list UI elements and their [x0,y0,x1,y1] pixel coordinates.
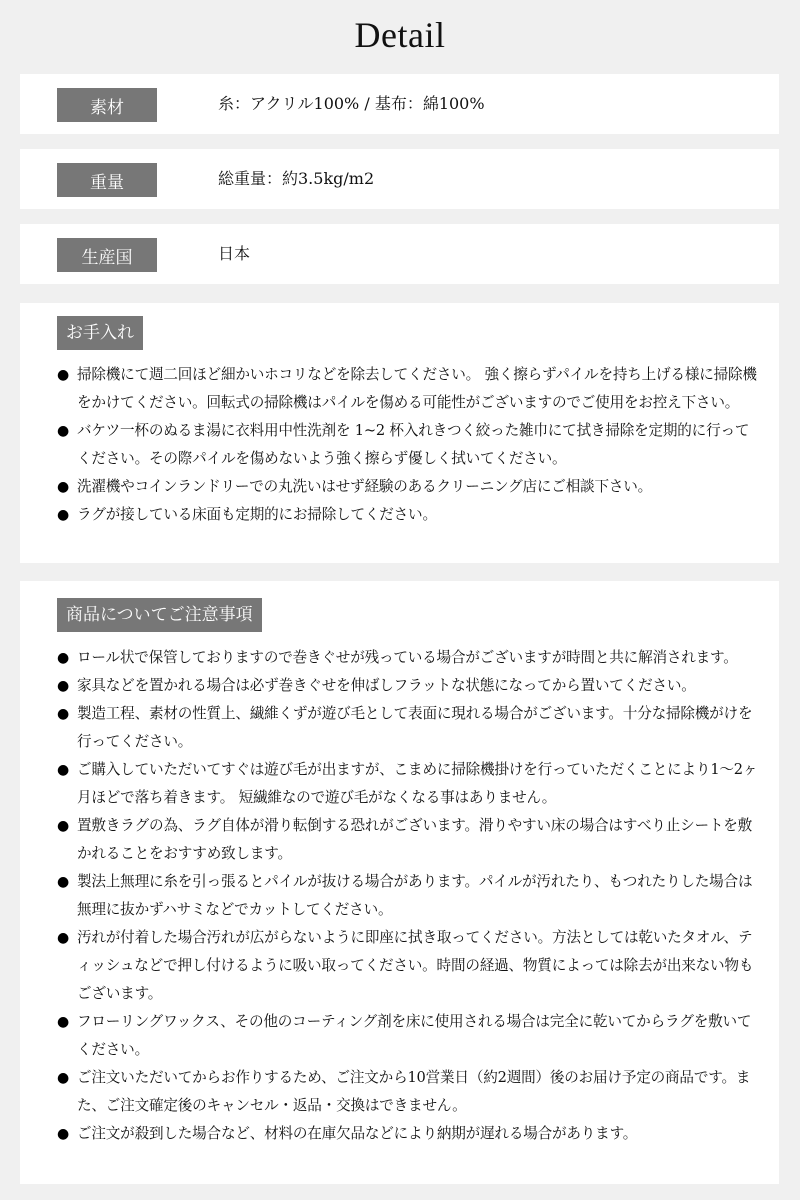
care-item: ● 洗濯機やコインランドリーでの丸洗いはせず経験のあるクリーニング店にご相談下さい。 [57,473,763,501]
spec-label-material: 素材 [57,88,157,122]
spec-row-origin [20,224,779,284]
note-item: ● 家具などを置かれる場合は必ず巻きぐせを伸ばしフラットな状態になってから置いてください。 [57,672,763,700]
bullet-icon: ● [57,507,70,523]
spec-value-material: 糸：アクリル100% / 基布：綿100% [218,94,485,113]
bullet-icon: ● [57,650,70,666]
note-item: ● ご注文いただいてからお作りするため、ご注文から10営業日（約2週間）後のお届け予定の商品です。また、ご注文確定後のキャンセル・返品・交換はできません。 [57,1064,763,1120]
spec-value-origin: 日本 [218,244,251,263]
note-item: ● ご注文が殺到した場合など、材料の在庫欠品などにより納期が遅れる場合があります。 [57,1120,763,1148]
bullet-icon: ● [57,367,70,383]
note-item: ● フローリングワックス、その他のコーティング剤を床に使用される場合は完全に乾いてからラグを敷いてください。 [57,1008,763,1064]
bullet-icon: ● [57,1126,70,1142]
care-item: ● 掃除機にて週二回ほど細かいホコリなどを除去してください。 強く擦らずパイルを持ち上げる様に掃除機をかけてください。回転式の掃除機はパイルを傷める可能性がございますのでご使用をお控え下さい。 [57,361,763,417]
bullet-icon: ● [57,874,70,890]
bullet-icon: ● [57,818,70,834]
bullet-icon: ● [57,930,70,946]
note-item: ● ご購入していただいてすぐは遊び毛が出ますが、こまめに掃除機掛けを行っていただくことにより1～2ヶ月ほどで落ち着きます。 短繊維なので遊び毛がなくなる事はありません。 [57,756,763,812]
care-item: ● ラグが接している床面も定期的にお掃除してください。 [57,501,763,529]
bullet-icon: ● [57,706,70,722]
bullet-icon: ● [57,423,70,439]
notes-panel [20,581,779,1184]
notes-list [57,644,763,1148]
spec-label-origin: 生産国 [57,238,157,272]
care-heading: お手入れ [57,316,143,350]
note-item: ● 製法上無理に糸を引っ張るとパイルが抜ける場合があります。パイルが汚れたり、もつれたりした場合は無理に抜かずハサミなどでカットしてください。 [57,868,763,924]
note-item: ● 製造工程、素材の性質上、繊維くずが遊び毛として表面に現れる場合がございます。十分な掃除機がけを行ってください。 [57,700,763,756]
bullet-icon: ● [57,1014,70,1030]
bullet-icon: ● [57,1070,70,1086]
note-item: ● 汚れが付着した場合汚れが広がらないように即座に拭き取ってください。方法としては乾いたタオル、ティッシュなどで押し付けるように吸い取ってください。時間の経過、物質によっては除去が出来ない物もございます。 [57,924,763,1008]
bullet-icon: ● [57,479,70,495]
notes-heading: 商品についてご注意事項 [57,598,262,632]
note-item: ● ロール状で保管しておりますので巻きぐせが残っている場合がございますが時間と共に解消されます。 [57,644,763,672]
spec-label-weight: 重量 [57,163,157,197]
bullet-icon: ● [57,678,70,694]
spec-row-material [20,74,779,134]
care-list [57,361,763,529]
spec-row-weight [20,149,779,209]
care-item: ● バケツ一杯のぬるま湯に衣料用中性洗剤を 1~2 杯入れきつく絞った雑巾にて拭き掃除を定期的に行ってください。その際パイルを傷めないよう強く擦らず優しく拭いてください。 [57,417,763,473]
bullet-icon: ● [57,762,70,778]
page-title: Detail [354,15,446,55]
spec-value-weight: 総重量：約3.5kg/m2 [218,169,375,188]
note-item: ● 置敷きラグの為、ラグ自体が滑り転倒する恐れがございます。滑りやすい床の場合はすべり止シートを敷かれることをおすすめ致します。 [57,812,763,868]
care-panel [20,303,779,563]
